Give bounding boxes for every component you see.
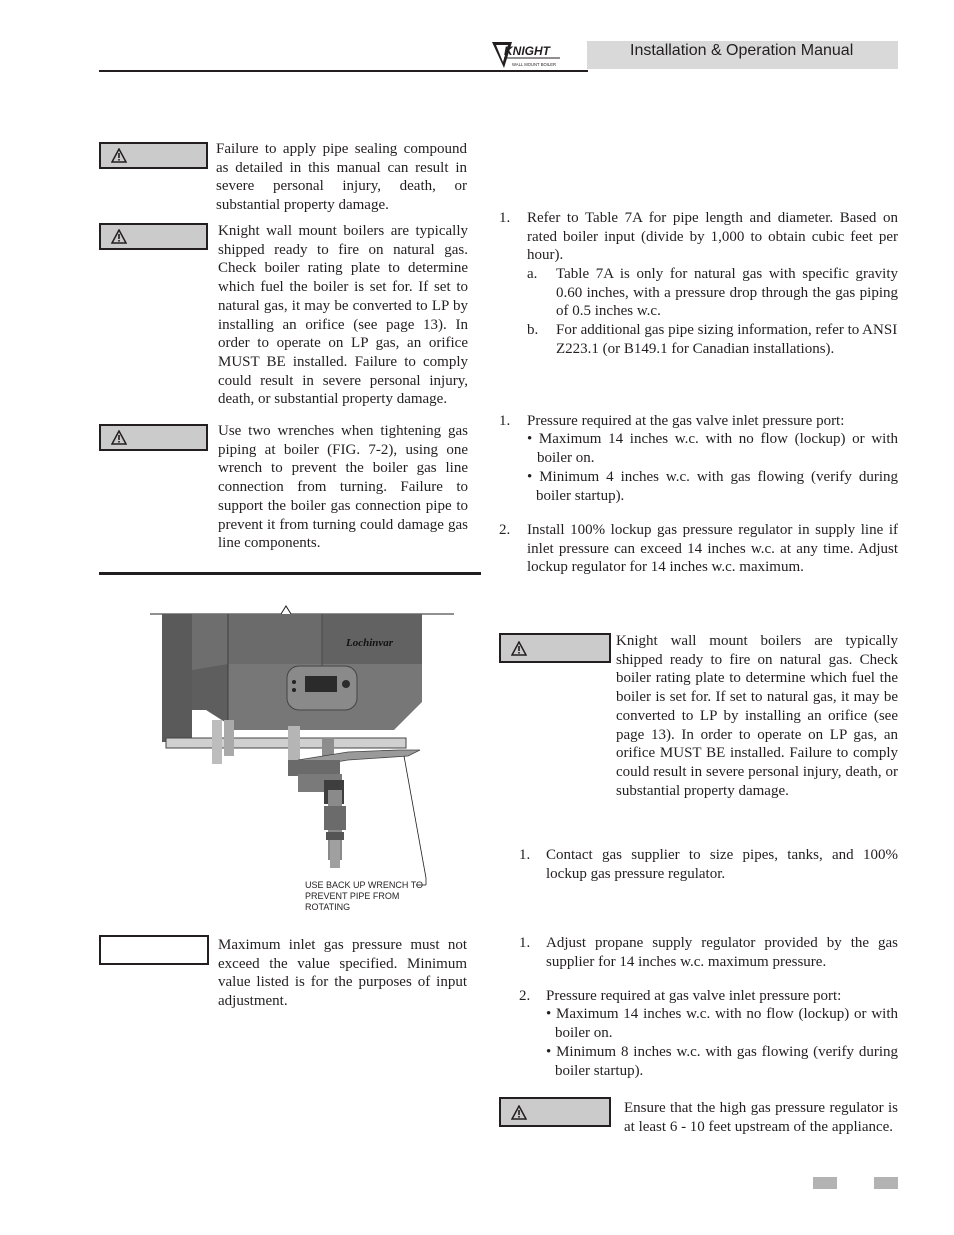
list-number: 1.	[519, 935, 531, 951]
warning-triangle-icon	[511, 1105, 527, 1120]
knight-logo	[490, 38, 570, 72]
warning-triangle-icon	[111, 430, 127, 445]
natural-gas-item-1: Pressure required at the gas valve inlet pressure port:	[527, 413, 845, 429]
boiler-gas-connection-figure	[148, 604, 458, 904]
warning-triangle-icon	[511, 641, 527, 656]
list-number: 1.	[499, 413, 511, 429]
propane-bullet-max: • Maximum 14 inches w.c. with no flow (lockup) or with boiler on.	[546, 1006, 898, 1041]
natural-gas-bullet-min: • Minimum 4 inches w.c. with gas flowing (verify during boiler startup).	[527, 469, 898, 504]
boiler-brand-label: Lochinvar	[346, 637, 394, 649]
list-letter: a.	[527, 266, 538, 282]
propane-pressure-item-1: Adjust propane supply regulator provided by the gas supplier for 14 inches w.c. maximum pressure.	[546, 935, 898, 970]
warning-triangle-icon	[111, 229, 127, 244]
propane-pressure-item-2: Pressure required at gas valve inlet pressure port:	[546, 988, 842, 1004]
warning-text-regulator-distance: Ensure that the high gas pressure regulator is at least 6 - 10 feet upstream of the appliance.	[624, 1100, 898, 1135]
list-number: 1.	[519, 847, 531, 863]
warning-badge	[499, 633, 611, 663]
warning-badge	[99, 424, 208, 451]
note-text-max-inlet-pressure: Maximum inlet gas pressure must not exceed the value specified. Minimum value listed is for the purposes of input adjustment.	[218, 937, 467, 1010]
logo-wordmark: KNIGHT	[504, 44, 550, 58]
list-letter: b.	[527, 322, 539, 338]
warning-badge	[499, 1097, 611, 1127]
footer-tab-left	[813, 1177, 837, 1189]
note-badge	[99, 935, 209, 965]
manual-title: Installation & Operation Manual	[630, 42, 854, 59]
sizing-item-1b: For additional gas pipe sizing information, refer to ANSI Z223.1 (or B149.1 for Canadian installations).	[556, 322, 898, 357]
natural-gas-item-2: Install 100% lockup gas pressure regulator in supply line if inlet pressure can exceed 14 inches w.c. at any time. Adjust lockup regulator for 14 inches w.c. maximum.	[527, 522, 898, 576]
sizing-item-1a: Table 7A is only for natural gas with specific gravity 0.60 inches, with a pressure drop through the gas piping of 0.5 inches w.c.	[556, 266, 898, 320]
list-number: 1.	[499, 210, 511, 226]
section-rule	[99, 572, 481, 575]
figure-callout-back-up-wrench: USE BACK UP WRENCH TO PREVENT PIPE FROM ROTATING	[305, 880, 424, 912]
logo-subtext: WALL MOUNT BOILER	[512, 62, 557, 67]
warning-badge	[99, 223, 208, 250]
sizing-item-1: Refer to Table 7A for pipe length and diameter. Based on rated boiler input (divide by 1,000 to obtain cubic feet per hour).	[527, 210, 898, 264]
natural-gas-bullet-max: • Maximum 14 inches w.c. with no flow (lockup) or with boiler on.	[527, 431, 898, 466]
warning-text-sealing-compound: Failure to apply pipe sealing compound as detailed in this manual can result in severe personal injury, death, or substantial property damage.	[216, 141, 467, 214]
warning-text-natural-gas: Knight wall mount boilers are typically shipped ready to fire on natural gas. Check boiler rating plate to determine which fuel the boiler is set for. If set to natural gas, it may be converted to LP by installing an orifice (see page 13). In order to operate on LP gas, an orifice MUST BE installed. Failure to comply could result in severe personal injury, death, or substantial property damage.	[218, 223, 468, 408]
propane-bullet-min: • Minimum 8 inches w.c. with gas flowing (verify during boiler startup).	[546, 1044, 898, 1079]
list-number: 2.	[519, 988, 531, 1004]
warning-triangle-icon	[111, 148, 127, 163]
propane-supplier-item-1: Contact gas supplier to size pipes, tanks, and 100% lockup gas pressure regulator.	[546, 847, 898, 882]
warning-text-two-wrenches: Use two wrenches when tightening gas piping at boiler (FIG. 7-2), using one wrench to prevent the boiler gas line connection from turning. Failure to support the boiler gas connection pipe to prevent it from turning could damage gas line components.	[218, 423, 468, 552]
warning-text-natural-gas-right: Knight wall mount boilers are typically shipped ready to fire on natural gas. Check boiler rating plate to determine which fuel the boiler is set for. If set to natural gas, it may be converted to LP by installing an orifice (see page 13). In order to operate on LP gas, an orifice MUST BE installed. Failure to comply could result in severe personal injury, death, or substantial property damage.	[616, 633, 898, 799]
list-number: 2.	[499, 522, 511, 538]
warning-badge	[99, 142, 208, 169]
footer-tab-right	[874, 1177, 898, 1189]
header-rule	[99, 70, 588, 72]
